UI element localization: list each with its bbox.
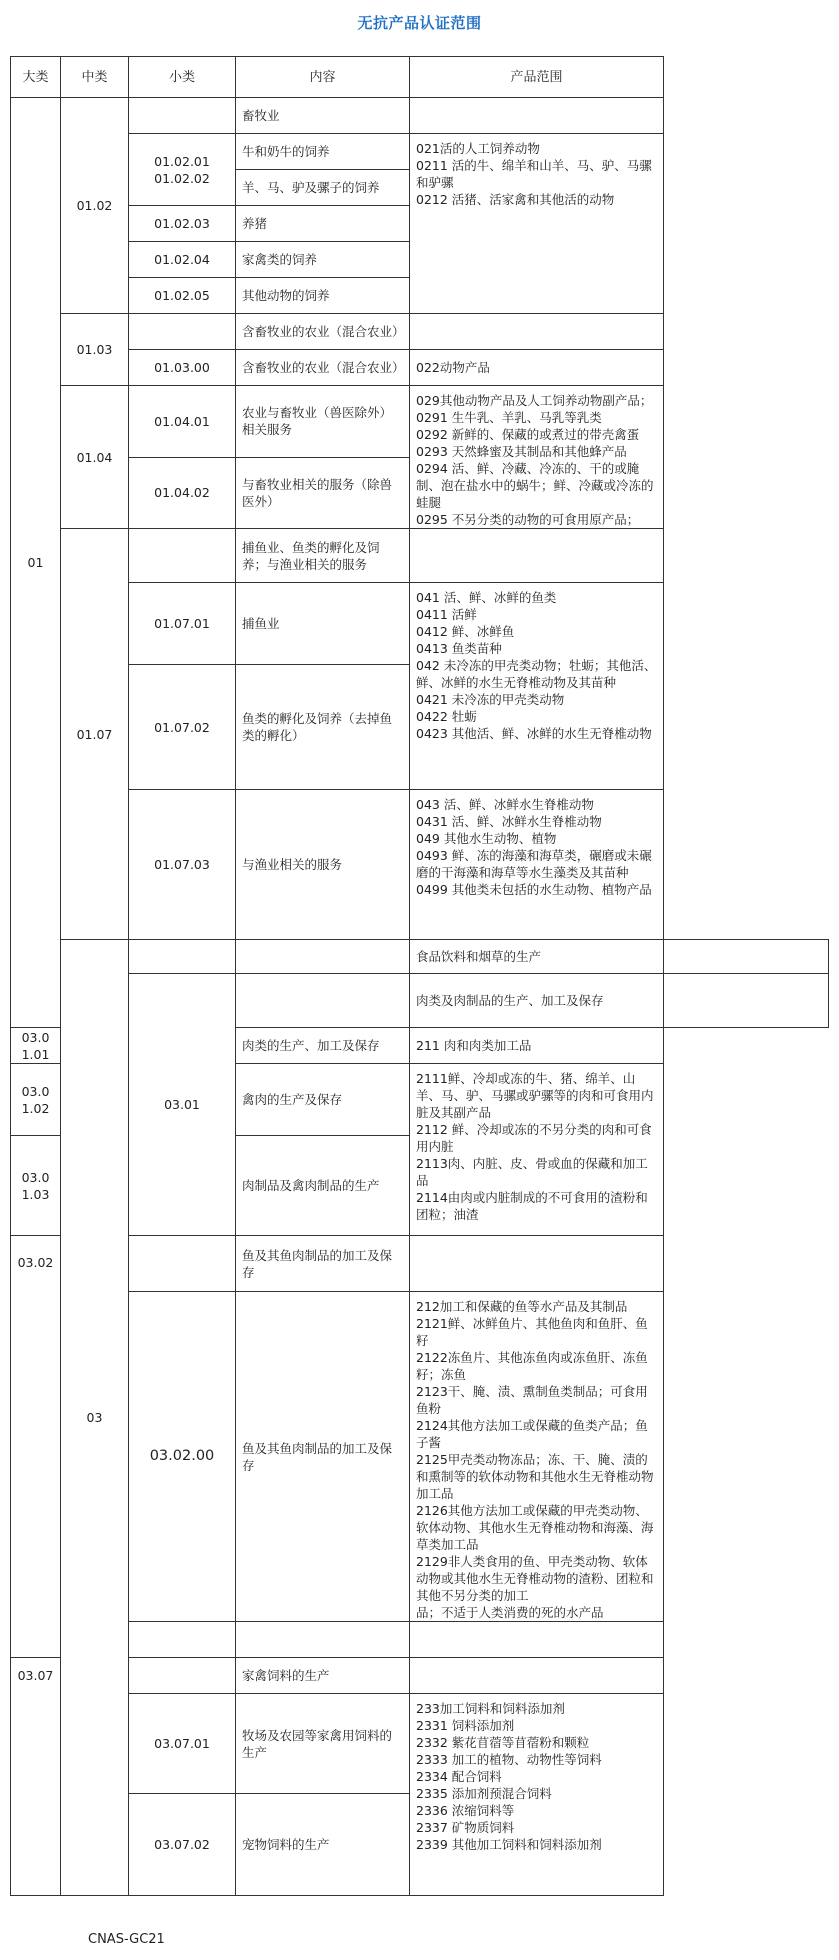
scope-cell	[410, 98, 664, 134]
scope-cell: 2111鲜、冷却或冻的牛、猪、绵羊、山羊、马、驴、马骡或驴骡等的肉和可食用内脏及其副产品 2112 鲜、冷却或冻的不另分类的肉和可食用内脏 2113肉、内脏、皮、骨或血的保藏和加工品 2114由肉或内脏制成的不可食用的渣粉和团粒；油渣	[410, 1064, 664, 1236]
document-code: CNAS-GC21	[88, 1932, 165, 1947]
content-cell: 肉类及肉制品的生产、加工及保存	[410, 974, 664, 1028]
minor-code: 03.01.02	[11, 1064, 61, 1136]
content-cell: 家禽类的饲养	[236, 242, 410, 278]
table-row	[11, 974, 829, 1028]
header-minor: 小类	[129, 57, 236, 98]
scope-cell: 043 活、鲜、冰鲜水生脊椎动物 0431 活、鲜、冰鲜水生脊椎动物 049 其他水生动物、植物 0493 鲜、冻的海藻和海草类，碾磨或未碾磨的干海藻和海草等水生藻类及其苗种 0499 其他类未包括的水生动物、植物产品	[410, 790, 664, 940]
scope-cell	[410, 314, 664, 350]
content-cell: 其他动物的饲养	[236, 278, 410, 314]
minor-code: 03.01.03	[11, 1136, 61, 1236]
table-row	[11, 790, 829, 940]
scope-cell: 211 肉和肉类加工品	[410, 1028, 664, 1064]
major-code: 01	[11, 98, 61, 1028]
table-row	[11, 134, 829, 170]
content-cell: 农业与畜牧业（兽医除外）相关服务	[236, 386, 410, 458]
middle-code: 01.07	[61, 529, 129, 940]
minor-code: 03.02.00	[129, 1292, 236, 1622]
minor-code	[129, 98, 236, 134]
minor-code	[129, 1622, 236, 1658]
middle-code: 01.03	[61, 314, 129, 386]
table-row	[11, 98, 829, 134]
minor-code	[236, 974, 410, 1028]
content-cell: 鱼及其鱼肉制品的加工及保存	[236, 1236, 410, 1292]
middle-code: 03.02	[11, 1236, 61, 1658]
header-middle: 中类	[61, 57, 129, 98]
minor-code: 01.04.02	[129, 457, 236, 529]
content-cell: 与畜牧业相关的服务（除兽医外）	[236, 457, 410, 529]
content-cell: 含畜牧业的农业（混合农业）	[236, 350, 410, 386]
table-row	[11, 386, 829, 458]
scope-cell	[410, 1236, 664, 1292]
minor-code: 01.02.03	[129, 206, 236, 242]
minor-code	[129, 314, 236, 350]
middle-code: 03.01	[129, 974, 236, 1236]
content-cell: 鱼及其鱼肉制品的加工及保存	[236, 1292, 410, 1622]
content-cell: 捕鱼业	[236, 583, 410, 665]
scope-cell	[410, 529, 664, 583]
minor-code: 01.02.01 01.02.02	[129, 134, 236, 206]
scope-cell: 233加工饲料和饲料添加剂 2331 饲料添加剂 2332 紫花苜蓿等苜蓿粉和颗粒 2333 加工的植物、动物性等饲料 2334 配合饲料 2335 添加剂预混合饲料 2336 浓缩饲料等 2337 矿物质饲料 2339 其他加工饲料和饲料添加剂	[410, 1694, 664, 1896]
content-cell: 与渔业相关的服务	[236, 790, 410, 940]
page-title: 无抗产品认证范围	[357, 14, 482, 32]
scope-cell	[410, 1622, 664, 1658]
content-cell: 牛和奶牛的饲养	[236, 134, 410, 170]
scope-table	[10, 56, 829, 1896]
table-row	[11, 314, 829, 350]
minor-code: 03.07.02	[129, 1794, 236, 1896]
middle-code: 01.04	[61, 386, 129, 529]
table-row	[11, 1622, 829, 1658]
header-content: 内容	[236, 57, 410, 98]
major-code: 03	[61, 940, 129, 1896]
content-cell: 羊、马、驴及骡子的饲养	[236, 170, 410, 206]
content-cell: 含畜牧业的农业（混合农业）	[236, 314, 410, 350]
minor-code: 03.07.01	[129, 1694, 236, 1794]
table-row	[11, 529, 829, 583]
scope-cell: 022动物产品	[410, 350, 664, 386]
minor-code: 01.03.00	[129, 350, 236, 386]
content-cell: 畜牧业	[236, 98, 410, 134]
content-cell: 家禽饲料的生产	[236, 1658, 410, 1694]
header-scope: 产品范围	[410, 57, 664, 98]
middle-code: 03.07	[11, 1658, 61, 1896]
minor-code: 01.07.01	[129, 583, 236, 665]
minor-code	[129, 1658, 236, 1694]
scope-cell	[664, 940, 829, 974]
content-cell: 肉制品及禽肉制品的生产	[236, 1136, 410, 1236]
minor-code	[236, 940, 410, 974]
content-cell: 宠物饲料的生产	[236, 1794, 410, 1896]
minor-code: 01.07.02	[129, 665, 236, 790]
table-row	[11, 1694, 829, 1794]
minor-code: 01.07.03	[129, 790, 236, 940]
table-header-row	[11, 57, 829, 98]
content-cell: 养猪	[236, 206, 410, 242]
table-row	[11, 1658, 829, 1694]
minor-code	[129, 529, 236, 583]
minor-code: 03.01.01	[11, 1028, 61, 1064]
table-row	[11, 350, 829, 386]
content-cell: 食品饮料和烟草的生产	[410, 940, 664, 974]
table-row	[11, 583, 829, 665]
minor-code: 01.02.05	[129, 278, 236, 314]
middle-code: 01.02	[61, 98, 129, 314]
content-cell: 牧场及农园等家禽用饲料的生产	[236, 1694, 410, 1794]
scope-cell	[664, 974, 829, 1028]
content-cell: 禽肉的生产及保存	[236, 1064, 410, 1136]
table-row	[11, 1236, 829, 1292]
scope-cell: 029其他动物产品及人工饲养动物副产品； 0291 生牛乳、羊乳、马乳等乳类 0292 新鲜的、保藏的或煮过的带壳禽蛋 0293 天然蜂蜜及其制品和其他蜂产品 0294 活、鲜、冷藏、冷冻的、干的或腌制、泡在盐水中的蜗牛；鲜、冷藏或冷冻的蛙腿 0295 不另分类的动物的可食用原产品；	[410, 386, 664, 529]
minor-code: 01.02.04	[129, 242, 236, 278]
content-cell	[236, 1622, 410, 1658]
minor-code: 01.04.01	[129, 386, 236, 458]
minor-code	[129, 1236, 236, 1292]
content-cell: 鱼类的孵化及饲养（去掉鱼类的孵化）	[236, 665, 410, 790]
table-row	[11, 1292, 829, 1622]
content-cell: 捕鱼业、鱼类的孵化及饲养；与渔业相关的服务	[236, 529, 410, 583]
content-cell: 肉类的生产、加工及保存	[236, 1028, 410, 1064]
table-row	[11, 940, 829, 974]
scope-cell: 212加工和保藏的鱼等水产品及其制品 2121鲜、冰鲜鱼片、其他鱼肉和鱼肝、鱼籽 2122冻鱼片、其他冻鱼肉或冻鱼肝、冻鱼籽；冻鱼 2123干、腌、渍、熏制鱼类制品；可食用鱼粉 2124其他方法加工或保藏的鱼类产品；鱼子酱 2125甲壳类动物冻品；冻、干、腌、渍的和熏制等的软体动物和其他水生无脊椎动物加工品 2126其他方法加工或保藏的甲壳类动物、软体动物、其他水生无脊椎动物和海藻、海草类加工品 2129非人类食用的鱼、甲壳类动物、软体动物或其他水生无脊椎动物的渣粉、团粒和其他不另分类的加工 品；不适于人类消费的死的水产品	[410, 1292, 664, 1622]
scope-cell: 021活的人工饲养动物 0211 活的牛、绵羊和山羊、马、驴、马骡和驴骡 0212 活猪、活家禽和其他活的动物	[410, 134, 664, 314]
middle-code	[129, 940, 236, 974]
scope-cell	[410, 1658, 664, 1694]
scope-cell: 041 活、鲜、冰鲜的鱼类 0411 活鲜 0412 鲜、冰鲜鱼 0413 鱼类苗种 042 未冷冻的甲壳类动物；牡蛎；其他活、鲜、冰鲜的水生无脊椎动物及其苗种 0421 未冷冻的甲壳类动物 0422 牡蛎 0423 其他活、鲜、冰鲜的水生无脊椎动物	[410, 583, 664, 790]
header-major: 大类	[11, 57, 61, 98]
